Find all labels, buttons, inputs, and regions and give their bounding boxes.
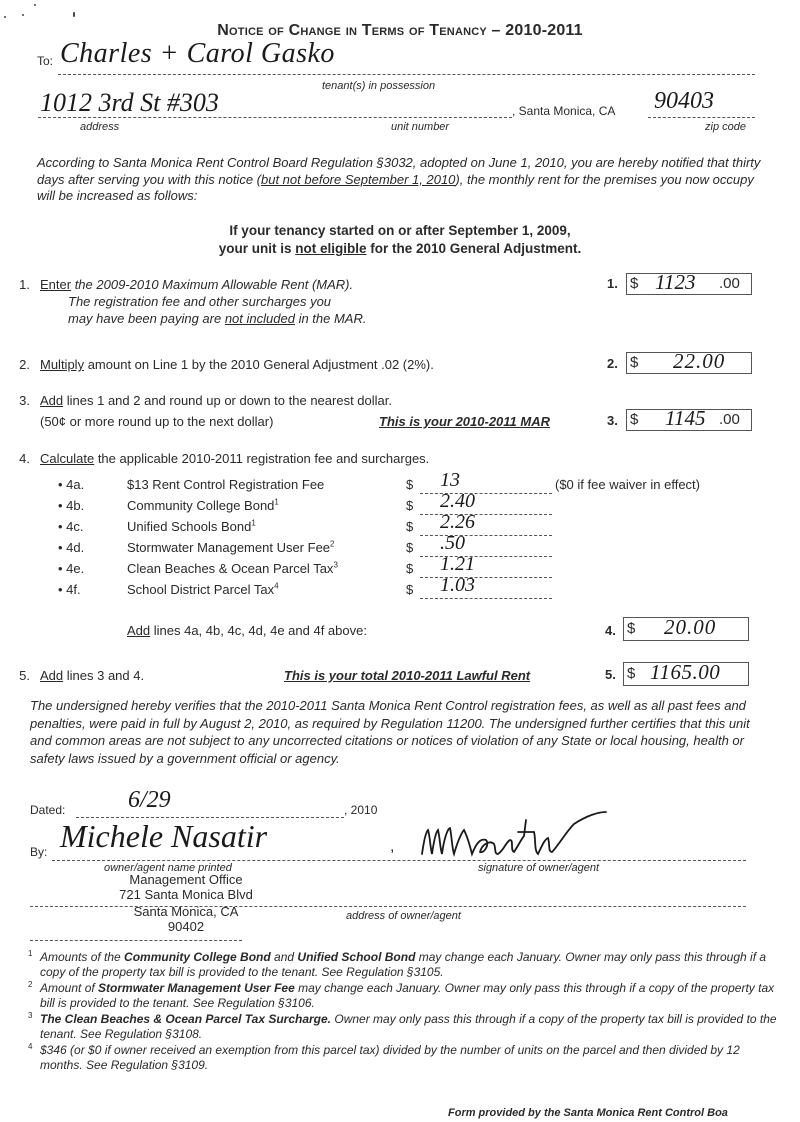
to-label: To: <box>37 54 54 68</box>
owner-address-line: Management Office <box>129 872 243 887</box>
scan-speck <box>4 16 6 18</box>
footnote-text: $346 (or $0 if owner received an exemption from this parcel tax) divided by the number of units on the parcel and then divided by 12 months. See Regulation §3109. <box>40 1043 740 1072</box>
separator-comma: , <box>390 838 395 855</box>
line-3-cents: .00 <box>719 411 740 428</box>
signature-caption: signature of owner/agent <box>478 862 600 874</box>
line-1-verb: Enter <box>40 277 72 292</box>
footnote-bold-text: Community College Bond <box>124 950 271 964</box>
line-4-amount-box[interactable] <box>623 617 749 641</box>
line-4-sum-text <box>127 623 367 638</box>
address-line <box>38 117 512 118</box>
footnote-bold-text: Unified School Bond <box>297 950 416 964</box>
line-4-box-label: 4. <box>605 623 616 638</box>
eligibility-text-end: for the 2010 General Adjustment. <box>366 241 582 256</box>
owner-name-printed[interactable]: Michele Nasatir <box>60 818 268 854</box>
line-4-number: 4. <box>19 451 30 466</box>
mar-emphasis: This is your 2010-2011 MAR <box>379 414 550 429</box>
line-2-amount-box[interactable] <box>626 349 752 374</box>
fee-label <box>127 477 324 492</box>
fee-label-text: $13 Rent Control Registration Fee <box>127 477 325 492</box>
intro-underlined: but not before September 1, 2010 <box>261 171 456 187</box>
footnote-text: Owner may only pass this through if a copy of the property tax bill is provided to the tenant. See Regulation §3108. <box>40 1012 777 1041</box>
dollar-sign: $ <box>406 561 414 576</box>
line-1-sub-2-pre: may have been paying are <box>68 311 225 326</box>
signature-mark <box>418 810 648 862</box>
fee-value[interactable]: 2.26 <box>440 511 475 533</box>
owner-address-line: 90402 <box>167 919 205 934</box>
dollar-sign: $ <box>406 519 414 534</box>
footnote <box>28 1043 778 1072</box>
footnote-ref: 4 <box>274 581 279 591</box>
fee-row <box>0 574 800 600</box>
fee-row <box>0 511 800 537</box>
line-3-amount-box[interactable] <box>626 406 752 431</box>
address-value[interactable]: 1012 3rd St #303 <box>40 88 219 117</box>
footnote-mark: 1 <box>28 949 33 958</box>
fee-label-text: Stormwater Management User Fee <box>127 540 331 555</box>
line-4-sum-verb: Add <box>127 623 151 638</box>
footnote <box>28 1012 778 1041</box>
fee-note: ($0 if fee waiver in effect) <box>555 477 700 492</box>
tenants-caption: tenant(s) in possession <box>322 80 436 92</box>
line-3-number: 3. <box>19 393 30 408</box>
owner-address-line: Santa Monica, CA <box>133 904 239 919</box>
dollar-sign: $ <box>406 498 414 513</box>
owner-signature[interactable] <box>418 810 648 862</box>
line-1-amount-box[interactable] <box>626 270 752 295</box>
dollar-sign: $ <box>627 665 636 682</box>
zip-caption: zip code <box>705 121 746 133</box>
page-title: Notice of Change in Terms of Tenancy – 2010-2011 <box>217 22 583 39</box>
line-1-desc: the 2009-2010 Maximum Allowable Rent (MAR). <box>71 277 354 292</box>
line-2-number: 2. <box>19 357 30 372</box>
fee-code: • 4c. <box>58 519 84 534</box>
fee-label-text: Community College Bond <box>127 498 275 513</box>
line-5-text <box>40 667 144 684</box>
owner-address-block <box>96 872 276 934</box>
footnote-ref: 1 <box>274 497 279 507</box>
dollar-sign: $ <box>630 354 639 371</box>
footnote-ref: 3 <box>333 560 338 570</box>
zip-value[interactable]: 90403 <box>654 88 714 114</box>
footnote-text: Amounts of the <box>40 950 125 964</box>
line-5-box-label: 5. <box>605 667 616 682</box>
by-line <box>52 860 746 861</box>
footnote-separator <box>30 940 242 941</box>
fee-label-text: Unified Schools Bond <box>127 519 252 534</box>
owner-address-caption: address of owner/agent <box>346 910 461 922</box>
dollar-sign: $ <box>630 275 639 292</box>
footnote-text: may change each January. Owner may only pass this through if a copy of the property tax bill is provided to the tenant. See Regulation §3105. <box>40 950 767 979</box>
owner-address-line: 721 Santa Monica Blvd <box>119 887 253 902</box>
line-1-text <box>40 276 353 293</box>
footnote-mark: 4 <box>28 1042 33 1051</box>
dollar-sign: $ <box>627 620 636 637</box>
line-3-text <box>40 392 392 409</box>
tenants-name[interactable]: Charles + Carol Gasko <box>60 38 335 69</box>
line-1-number: 1. <box>19 277 30 292</box>
fee-value[interactable]: 1.03 <box>440 574 475 596</box>
fee-code: • 4b. <box>58 498 85 513</box>
footnote-text: and <box>270 950 298 964</box>
footnote-ref: 1 <box>251 518 256 528</box>
fee-label <box>127 561 338 576</box>
line-1-sub-2-post: in the MAR. <box>294 311 367 326</box>
line-1-value: 1123 <box>655 270 696 294</box>
dollar-sign: $ <box>630 411 639 428</box>
footnote-bold-text: The Clean Beaches & Ocean Parcel Tax Surcharge. <box>40 1012 332 1026</box>
eligibility-note <box>0 222 800 258</box>
scan-speck <box>22 14 24 16</box>
not-eligible-text: not eligible <box>295 241 367 256</box>
dollar-sign: $ <box>406 540 414 555</box>
owner-address-line-rule <box>30 906 746 907</box>
fee-code: • 4e. <box>58 561 85 576</box>
fee-label-text: Clean Beaches & Ocean Parcel Tax <box>127 561 334 576</box>
line-5-value: 1165.00 <box>650 660 721 684</box>
footnote <box>28 981 778 1010</box>
fee-value[interactable]: 1.21 <box>440 553 475 575</box>
fee-code: • 4d. <box>58 540 85 555</box>
line-3-verb: Add <box>40 393 64 408</box>
footnote-bold-text: Stormwater Management User Fee <box>98 981 295 995</box>
scan-speck <box>73 12 75 17</box>
footnote-text: Amount of <box>40 981 99 995</box>
line-1-cents: .00 <box>719 275 740 292</box>
not-included-text: not included <box>224 311 295 326</box>
line-3-sub: (50¢ or more round up to the next dollar) <box>40 414 274 429</box>
address-caption: address <box>80 121 120 133</box>
fee-label <box>127 540 334 555</box>
line-2-box-label: 2. <box>607 356 618 371</box>
name-caption: owner/agent name printed <box>104 862 232 874</box>
fee-value[interactable]: .50 <box>440 532 465 554</box>
line-5-number: 5. <box>19 668 30 683</box>
unit-caption: unit number <box>391 121 450 133</box>
intro-text-2: ), the monthly rent for the premises you now occupy will be increased as follows: <box>37 171 754 203</box>
fee-label <box>127 498 279 513</box>
footnote-ref: 2 <box>330 539 335 549</box>
fee-amount-line <box>420 598 552 599</box>
footnote-text: may change each January. Owner may only pass this through if a copy of the property tax bill is provided to the tenant. See Regulation §3106. <box>40 981 775 1010</box>
eligibility-text: your unit is <box>218 241 296 256</box>
line-4-text <box>40 450 429 467</box>
footnote-mark: 2 <box>28 980 33 989</box>
lawful-rent-emphasis: This is your total 2010-2011 Lawful Rent <box>284 668 531 683</box>
fee-label <box>127 519 256 534</box>
line-1-sub-2 <box>68 310 366 327</box>
line-2-desc: amount on Line 1 by the 2010 General Adjustment .02 (2%). <box>84 357 434 372</box>
line-4-desc: the applicable 2010-2011 registration fee and surcharges. <box>94 451 430 466</box>
certification-paragraph: The undersigned hereby verifies that the 2010-2011 Santa Monica Rent Control registration fees, as well as all past fees and penalties, were paid in full by August 2, 2010, as required by Regulation 11200. The undersigned further certifies that this unit and common areas are not subject to any uncorrected citations or notices of violation of any State or local housing, health or safety laws issued by a government official or agency. <box>30 698 750 766</box>
tenants-line <box>58 74 755 75</box>
dollar-sign: $ <box>406 582 414 597</box>
dated-label: Dated: <box>30 803 66 817</box>
line-3-box-label: 3. <box>607 413 618 428</box>
line-4-value: 20.00 <box>664 615 717 639</box>
fee-code: • 4a. <box>58 477 85 492</box>
fee-row <box>0 490 800 516</box>
line-2-verb: Multiply <box>40 357 85 372</box>
line-1-box-label: 1. <box>607 276 618 291</box>
by-label: By: <box>30 845 48 859</box>
fee-label <box>127 582 279 597</box>
line-3-value: 1145 <box>665 406 706 430</box>
fee-row <box>0 553 800 579</box>
fee-code: • 4f. <box>58 582 81 597</box>
fee-label-text: School District Parcel Tax <box>127 582 275 597</box>
intro-paragraph <box>37 155 767 205</box>
intro-text-1: According to Santa Monica Rent Control Board Regulation §3032, adopted on June 1, 2010, you are hereby notified that thirty days after serving you with this notice ( <box>37 155 761 187</box>
line-4-verb: Calculate <box>40 451 95 466</box>
scan-speck <box>34 4 36 6</box>
fee-row <box>0 532 800 558</box>
zip-line <box>648 117 755 118</box>
line-5-verb: Add <box>40 668 64 683</box>
fee-value[interactable]: 13 <box>440 469 460 491</box>
line-5-amount-box[interactable] <box>623 662 749 686</box>
date-value[interactable]: 6/29 <box>128 787 171 813</box>
form-credit: Form provided by the Santa Monica Rent Control Boa <box>448 1107 728 1119</box>
city-label: , Santa Monica, CA <box>512 104 616 118</box>
eligibility-line-2 <box>0 240 800 258</box>
line-2-text <box>40 356 434 373</box>
line-2-value: 22.00 <box>673 349 726 373</box>
line-4-sum-desc: lines 4a, 4b, 4c, 4d, 4e and 4f above: <box>150 623 367 638</box>
fee-row <box>0 469 800 495</box>
fee-value[interactable]: 2.40 <box>440 490 475 512</box>
line-3-desc: lines 1 and 2 and round up or down to the nearest dollar. <box>63 393 392 408</box>
line-1-sub-1: The registration fee and other surcharges you <box>68 294 332 309</box>
footnote-mark: 3 <box>28 1011 33 1020</box>
footnote <box>28 950 778 979</box>
date-year: , 2010 <box>344 803 378 817</box>
footnotes <box>28 950 778 1074</box>
line-5-desc: lines 3 and 4. <box>63 668 145 683</box>
dollar-sign: $ <box>406 477 414 492</box>
eligibility-line-1: If your tenancy started on or after September 1, 2009, <box>229 223 571 238</box>
